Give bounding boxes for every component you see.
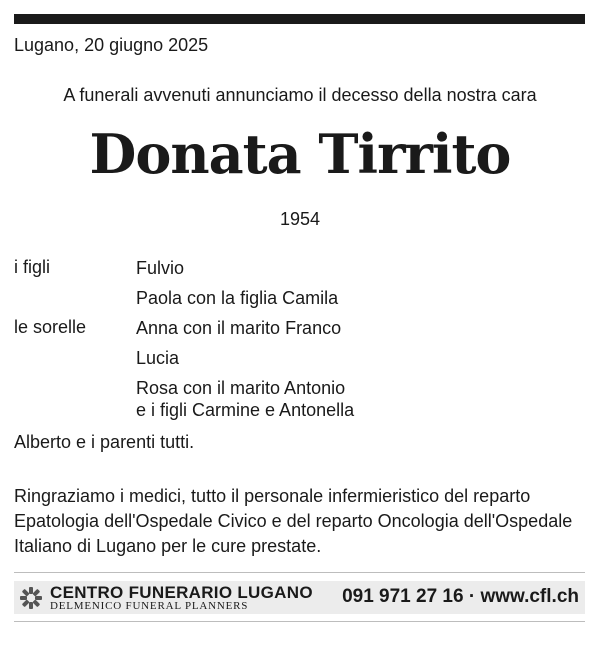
funeral-home-contact: 091 971 27 16 · www.cfl.ch: [342, 586, 579, 607]
funeral-home-footer: [14, 581, 585, 614]
funeral-home-logo-icon: [19, 586, 43, 610]
announcement-intro: A funerali avvenuti annunciamo il decesso della nostra cara: [63, 85, 537, 105]
family-member: Anna con il marito Franco: [136, 318, 342, 338]
family-names: [136, 257, 184, 279]
family-member: Paola con la figlia Camila: [136, 288, 339, 308]
place-date: Lugano, 20 giugno 2025: [14, 35, 209, 55]
funeral-home-name: CENTRO FUNERARIO LUGANO: [50, 583, 313, 602]
family-member: Fulvio: [136, 258, 185, 278]
deceased-name: Donata Tirrito: [89, 122, 511, 186]
closing-line: Alberto e i parenti tutti.: [14, 432, 195, 452]
family-label: i figli: [14, 257, 51, 277]
family-member: e i figli Carmine e Antonella: [136, 400, 355, 420]
top-rule: [14, 14, 585, 24]
family-names: [136, 377, 354, 421]
family-member: Rosa con il marito Antonio: [136, 378, 346, 398]
family-member: Lucia: [136, 348, 180, 368]
funeral-home-tagline: DELMENICO FUNERAL PLANNERS: [50, 600, 249, 612]
footer-top-rule: [14, 572, 585, 573]
thanks-paragraph: Ringraziamo i medici, tutto il personale infermieristico del reparto Epatologia dell'Ospedale Civico e del reparto Oncologia dell'Ospedale Italiano di Lugano per le cure prestate.: [14, 486, 573, 556]
birth-year: 1954: [279, 209, 321, 229]
family-names: [136, 347, 179, 369]
footer-bottom-rule: [14, 621, 585, 622]
family-label: le sorelle: [14, 317, 87, 337]
family-names: [136, 287, 338, 309]
family-names: [136, 317, 341, 339]
